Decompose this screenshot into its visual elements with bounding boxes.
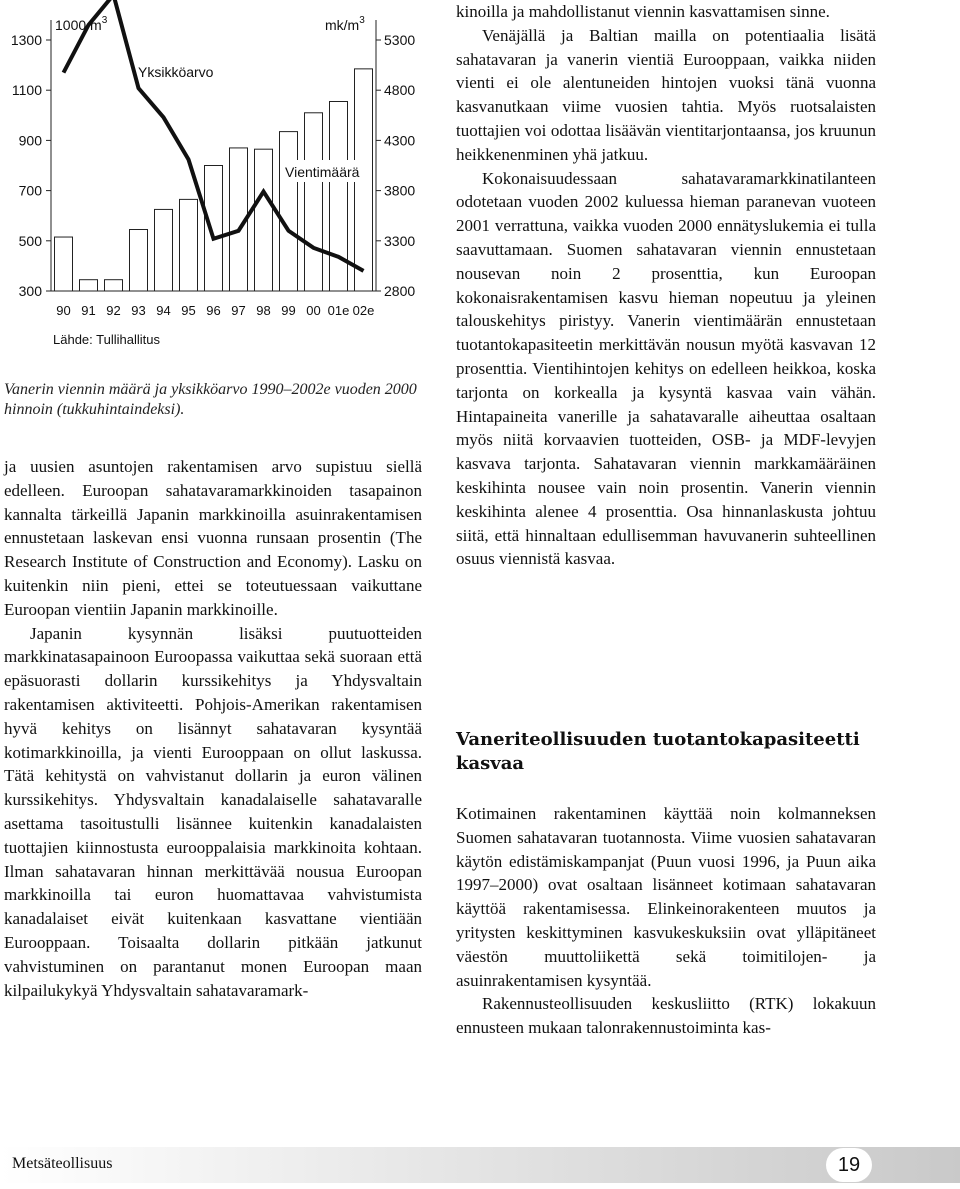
right-paragraph-2: Venäjällä ja Baltian mailla on potentiaalia lisätä sahatavaran ja vanerin vientiä Eurooppaan, vaikka niiden vienti ei ole alentuneiden hintojen vuoksi tänä vuonna kasvanutkaan viime vuosien tahtia. Myös ruotsalaisten tuottajien voi odottaa lisäävän vientitarjontaansa, jos kruunun heikkenenminen yhä jatkuu.: [456, 25, 876, 164]
right-paragraph-3: Kokonaisuudessaan sahatavaramarkkinatilanteen odotetaan vuoden 2002 kuluessa hieman paranevan vuoteen 2001 verrattuna, vaikka vuoden 2000 ennätyslukemia ei tulla saavuttamaan. Suomen sahatavaran viennin ennustetaan nousevan noin 2 prosenttia, kun Euroopan kokonaisrakentamisen kasvu hieman nopeutuu ja yleinen talouskehitys piristyy. Vanerin vientimäärän ennustetaan tuotantokapasiteetin merkittävän nousun myötä kasvavan 12 prosenttia. Vientihintojen kehitys on edelleen heikkoa, koska tarjonta on korkealla ja kysyntä kasvaa vain vähän. Hintapaineita vanerille ja sahatavaralle aiheuttaa osaltaan myös niitä korvaavien tuotteiden, OSB- ja MDF-levyjen kasvava tarjonta. Sahatavaran viennin markkamääräinen keskihinta nousee vain noin prosentin. Vanerin viennin keskihinta alenee 4 prosenttia. Osa hinnanlaskusta johtuu siitä, että hinnaltaan edullisemman havuvanerin suhteellinen osuus viennistä kasvaa.: [456, 168, 876, 569]
x-tick-label: 02e: [352, 303, 375, 318]
series-label-yksikkoarvo: Yksikköarvo: [138, 64, 214, 80]
bar: [155, 209, 173, 291]
x-tick-label: 96: [206, 303, 221, 318]
chart-source: Lähde: Tullihallitus: [53, 332, 160, 347]
series-label-vientimaara: Vientimäärä: [285, 164, 360, 180]
chart-svg: [0, 0, 440, 360]
x-tick-label: 95: [181, 303, 196, 318]
x-tick-label: 01e: [327, 303, 350, 318]
right-tick-label: 5300: [384, 32, 416, 48]
bar: [180, 199, 198, 291]
left-axis-unit: 1000 $m^3$: [55, 15, 108, 33]
bar: [305, 113, 323, 291]
footer-bar: [0, 1147, 960, 1183]
bar: [55, 237, 73, 291]
left-tick-label: 1100: [11, 82, 42, 99]
x-tick-label: 99: [281, 303, 296, 318]
left-tick-label: 700: [18, 182, 42, 199]
right-column-bottom: [456, 802, 876, 1040]
left-tick-label: 500: [18, 232, 42, 249]
left-tick-label: 900: [18, 132, 42, 149]
figure-caption: Vanerin viennin määrä ja yksikköarvo 1990–2002e vuoden 2000 hinnoin (tukkuhintaindeksi).: [4, 381, 417, 418]
chart: [0, 0, 440, 360]
left-column: [4, 455, 422, 1002]
x-tick-label: 93: [131, 303, 146, 318]
section-heading: Vaneriteollisuuden tuotantokapasiteetti kasvaa: [456, 729, 860, 774]
left-paragraph-2: Japanin kysynnän lisäksi puutuotteiden markkinatasapainoon Euroopassa vaikuttaa sekä suoraan että epäsuorasti dollarin kurssikehitys ja Yhdysvaltain rakentamisen aktiviteetti. Pohjois-Amerikan rakentamisen hyvä kehitys on lisännyt sahatavaran kysyntää kotimarkkinoilla, ja vienti Eurooppaan on ollut laskussa. Tätä kehitystä on vahvistanut dollarin ja euron välinen kurssikehitys. Yhdysvaltain kanadalaiselle sahatavaralle asettama tasoitustulli lisännee kuitenkin kanadalaisten tuottajien kiinnostusta eurooppalaisia markkinoita kohtaan. Ilman sahatavaran hinnan merkittävää nousua Euroopan markkinoilla tai euron huomattavaa vahvistumista kanadalaiset eivät kuitenkaan kasvattane vientiään Eurooppaan. Toisaalta dollarin pitkään jatkunut vahvistuminen on parantanut monen Euroopan maan kilpailukykyä Yhdysvaltain sahatavaramark-: [4, 623, 422, 1000]
x-tick-label: 90: [56, 303, 71, 318]
x-tick-label: 97: [231, 303, 246, 318]
x-tick-label: 94: [156, 303, 171, 318]
right-tick-label: 3800: [384, 182, 416, 199]
right-paragraph-5: Rakennusteollisuuden keskusliitto (RTK) lokakuun ennusteen mukaan talonrakennustoiminta kas-: [456, 994, 876, 1038]
bar: [255, 149, 273, 291]
bar: [130, 230, 148, 291]
right-tick-label: 4300: [384, 132, 416, 149]
page-number: 19: [826, 1148, 872, 1182]
bar: [280, 132, 298, 291]
right-axis-unit-exponent: 3: [359, 15, 365, 26]
x-tick-label: 91: [81, 303, 96, 318]
left-tick-label: 300: [18, 283, 42, 299]
left-axis-unit-exponent: 3: [101, 15, 108, 26]
right-tick-label: 3300: [384, 232, 416, 249]
x-tick-label: 98: [256, 303, 271, 318]
right-paragraph-4: Kotimainen rakentaminen käyttää noin kolmanneksen Suomen sahatavaran tuotannosta. Viime vuosien sahatavaran käytön edistämiskampanjat (Puun vuosi 1996, ja Puun aika 1997–2000) ovat osaltaan lisänneet kotimaan sahatavaran käyttöä rakentamisessa. Elinkeinorakenteen muutos ja yritysten keskittyminen kasvukeskuksiin ovat ylläpitäneet väestön muuttoliikettä sekä toimitilojen- ja asuinrakentamisen kysyntää.: [456, 804, 876, 990]
right-axis-unit: $mk/m^3$: [325, 15, 365, 33]
bar: [205, 166, 223, 292]
x-tick-label: 92: [106, 303, 121, 318]
right-paragraph-1: kinoilla ja mahdollistanut viennin kasvattamisen sinne.: [456, 2, 830, 21]
right-column-top: [456, 0, 876, 571]
right-tick-label: 4800: [384, 82, 416, 99]
bar: [80, 280, 98, 291]
x-tick-label: 00: [306, 303, 321, 318]
left-paragraph-1: ja uusien asuntojen rakentamisen arvo supistuu siellä edelleen. Euroopan sahatavaramarkkinoiden tasapainon kannalta tärkeillä Japanin markkinoilla asuinrakentamisen ennustetaan laskevan ensi vuonna runsaan prosentin (The Research Institute of Construction and Economy). Lasku on kuitenkin niin pieni, ettei se toteutuessaan vaikuttane Euroopan vientiin Japanin markkinoille.: [4, 457, 422, 619]
bar: [105, 280, 123, 291]
right-tick-label: 2800: [384, 283, 416, 299]
left-tick-label: 1300: [10, 32, 42, 48]
footer-publication: Metsäteollisuus: [12, 1155, 113, 1172]
